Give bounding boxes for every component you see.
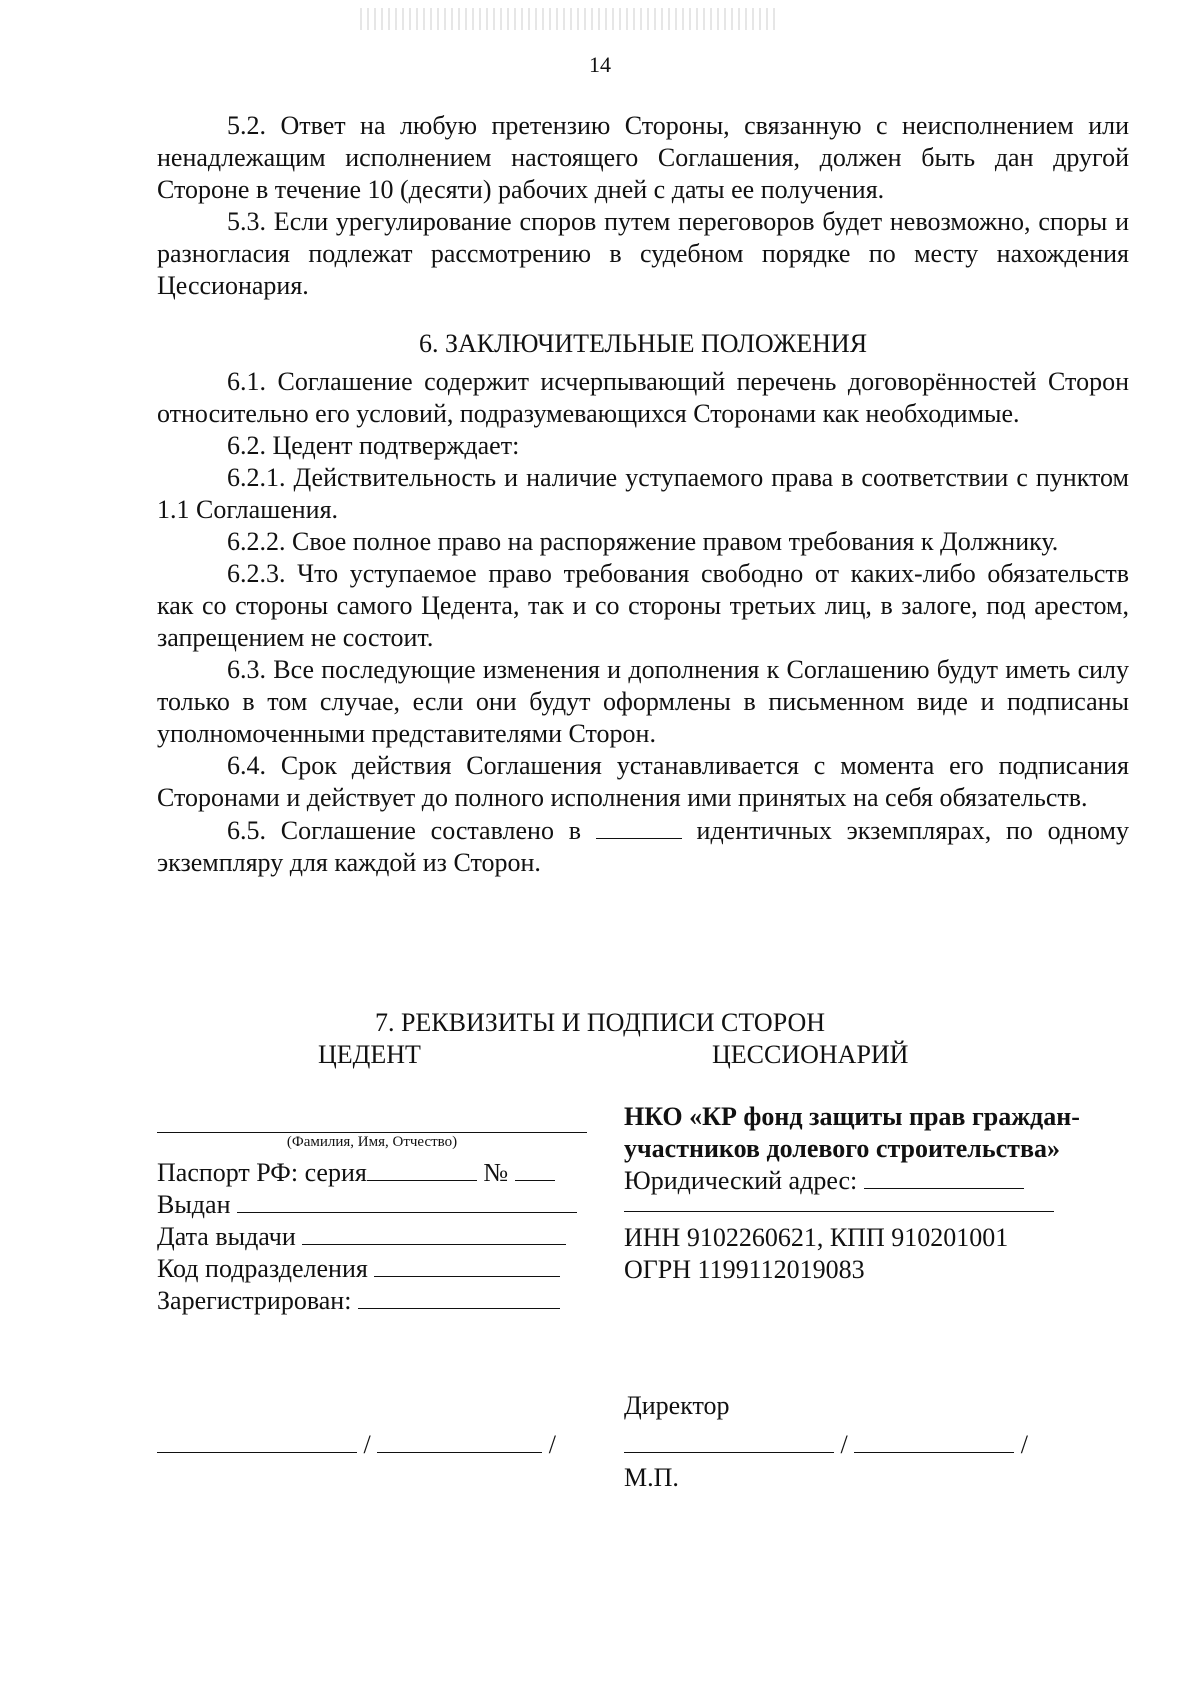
division-code-blank [374, 1254, 560, 1277]
section-6-heading: 6. ЗАКЛЮЧИТЕЛЬНЫЕ ПОЛОЖЕНИЯ [418, 329, 868, 358]
issued-label: Выдан [157, 1190, 231, 1219]
legal-address-line2 [624, 1197, 1054, 1212]
legal-address-label: Юридический адрес: [624, 1166, 858, 1195]
clause-6-2-2: 6.2.2. Свое полное право на распоряжение правом требования к Должнику. [227, 527, 1059, 556]
fio-line [157, 1118, 587, 1133]
cessionary-requisites [624, 1101, 1144, 1286]
legal-address-row [624, 1165, 1144, 1197]
issued-row [157, 1189, 587, 1221]
ogrn: ОГРН 1199112019083 [624, 1255, 865, 1284]
cessionary-slash-2: / [1020, 1430, 1028, 1459]
clause-6-5-start: 6.5. Соглашение составлено в [227, 816, 581, 845]
clause-6-4: 6.4. Срок действия Соглашения устанавливается с момента его подписания Сторонами и действует до полного исполнения ими принятых на себя обязательств. [157, 751, 1129, 812]
clause-6-2-1: 6.2.1. Действительность и наличие уступаемого права в соответствии с пунктом 1.1 Соглашения. [157, 463, 1129, 524]
clause-6-2-3: 6.2.3. Что уступаемое право требования свободно от каких-либо обязательств как со стороны самого Цедента, так и со стороны третьих лиц, в залоге, под арестом, запрещением не состоит. [157, 559, 1129, 652]
copies-count-blank [596, 814, 682, 839]
cessionary-slash-1: / [840, 1430, 848, 1459]
fio-caption: (Фамилия, Имя, Отчество) [286, 1134, 458, 1150]
passport-series-blank [367, 1158, 477, 1181]
passport-label: Паспорт РФ: серия [157, 1158, 367, 1187]
org-name-line1: НКО «КР фонд защиты прав граждан- [624, 1102, 1080, 1131]
cedent-slash-1: / [363, 1430, 371, 1459]
cessionary-signature-row [624, 1430, 1028, 1460]
issue-date-label: Дата выдачи [157, 1222, 296, 1251]
scan-artifact [360, 8, 780, 30]
clause-6-3: 6.3. Все последующие изменения и дополнения к Соглашению будут иметь силу только в том случае, если они будут оформлены в письменном виде и подписаны уполномоченными представителями Сторон. [157, 655, 1129, 748]
clause-6-1: 6.1. Соглашение содержит исчерпывающий перечень договорённостей Сторон относительно его условий, подразумевающихся Сторонами как необходимые. [157, 367, 1129, 428]
org-name-line2: участников долевого строительства» [624, 1134, 1060, 1163]
cedent-title: ЦЕДЕНТ [318, 1040, 421, 1069]
cedent-name-blank [377, 1430, 542, 1453]
registered-blank [358, 1286, 560, 1309]
division-code-label: Код подразделения [157, 1254, 368, 1283]
issue-date-row [157, 1221, 587, 1253]
page-number: 14 [589, 52, 611, 77]
issue-date-blank [302, 1222, 566, 1245]
clause-6-5-end: идентичных экземплярах, по одному экземпляру для каждой из Сторон. [157, 816, 1130, 877]
passport-number-label: № [483, 1158, 509, 1187]
clause-6-2: 6.2. Цедент подтверждает: [227, 431, 520, 460]
director-label: Директор [624, 1391, 730, 1420]
legal-address-blank [864, 1166, 1024, 1189]
cessionary-title: ЦЕССИОНАРИЙ [712, 1040, 909, 1069]
cedent-signature-row [157, 1430, 556, 1460]
inn-kpp: ИНН 9102260621, КПП 910201001 [624, 1223, 1009, 1252]
section-7-heading: 7. РЕКВИЗИТЫ И ПОДПИСИ СТОРОН [374, 1008, 826, 1037]
registered-label: Зарегистрирован: [157, 1286, 352, 1315]
issued-blank [237, 1190, 577, 1213]
registered-row [157, 1285, 587, 1317]
cedent-signature-blank [157, 1430, 357, 1453]
document-body [157, 110, 1129, 879]
passport-number-blank [515, 1158, 555, 1181]
division-code-row [157, 1253, 587, 1285]
clause-5-2: 5.2. Ответ на любую претензию Стороны, связанную с неисполнением или ненадлежащим исполнением настоящего Соглашения, должен быть дан другой Стороне в течение 10 (десяти) рабочих дней с даты ее получения. [157, 111, 1129, 204]
passport-row [157, 1157, 587, 1189]
cedent-slash-2: / [548, 1430, 556, 1459]
cessionary-signature-blank [624, 1430, 834, 1453]
clause-5-3: 5.3. Если урегулирование споров путем переговоров будет невозможно, споры и разногласия подлежат рассмотрению в судебном порядке по месту нахождения Цессионария. [157, 207, 1129, 300]
cedent-requisites [157, 1118, 587, 1317]
clause-6-5 [157, 814, 1129, 879]
cessionary-name-blank [854, 1430, 1014, 1453]
stamp-label: М.П. [624, 1463, 679, 1492]
